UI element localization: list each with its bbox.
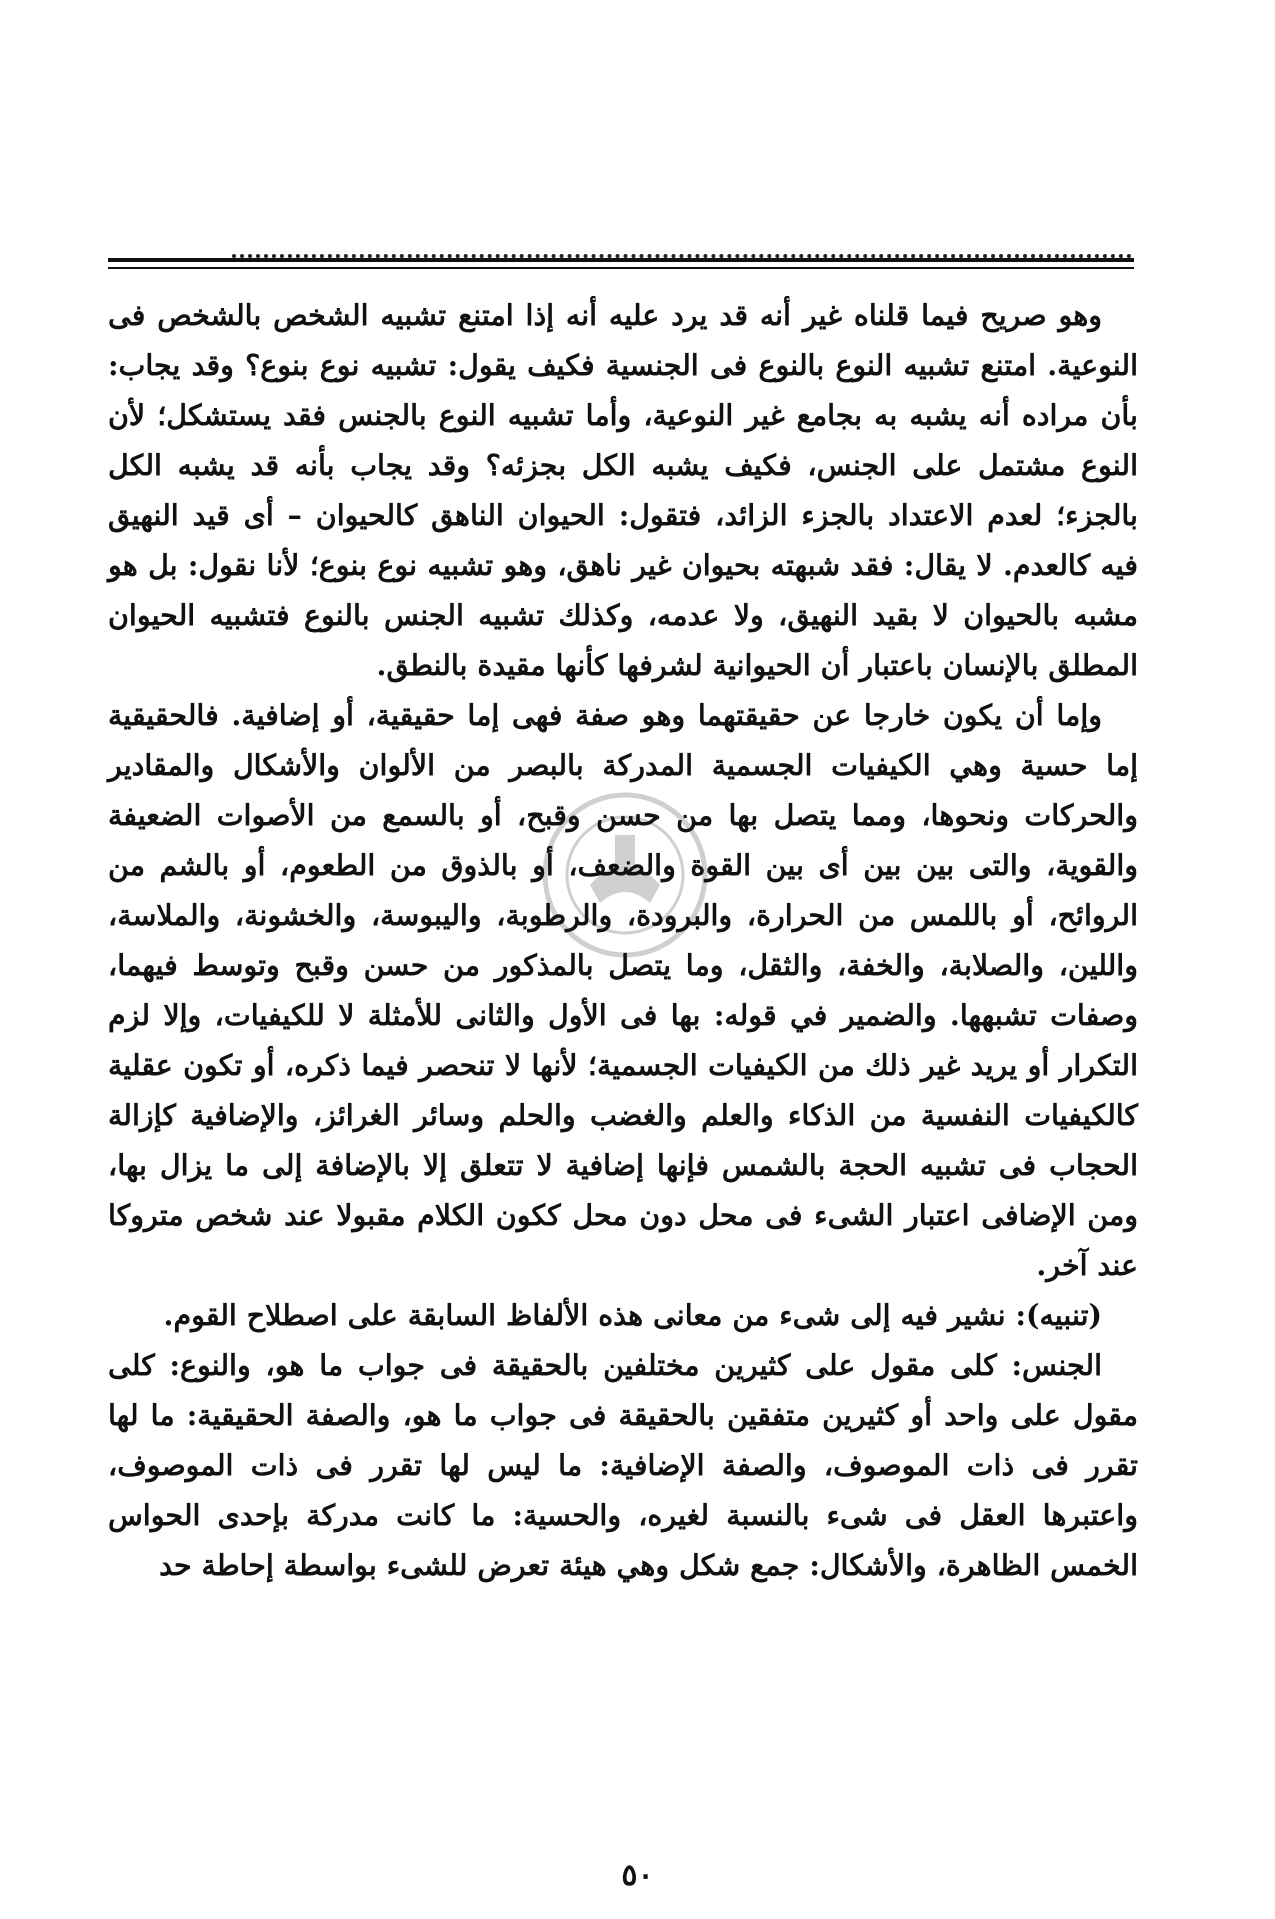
header-rule-thin: [108, 267, 1134, 269]
page-body-text: [108, 290, 1138, 1590]
header-dotted-line: [232, 244, 1132, 258]
paragraph-definitions: الجنس: كلى مقول على كثيرين مختلفين بالحقيقة فى جواب ما هو، والنوع: كلى مقول على واحد أو كثيرين متفقين بالحقيقة فى جواب ما هو، والصفة الحقيقية: ما لها تقرر فى ذات الموصوف، والصفة الإضافية: ما ليس لها تقرر فى ذات الموصوف، واعتبرها العقل فى شىء بالنسبة لغيره، والحسية: ما كانت مدركة بإحدى الحواس الخمس الظاهرة، والأشكال: جمع شكل وهي هيئة تعرض للشىء بواسطة إحاطة حد: [108, 1348, 1138, 1582]
page-number: ٥٠: [621, 1858, 654, 1893]
header-rule-thick: [108, 258, 1134, 262]
paragraph-1: وهو صريح فيما قلناه غير أنه قد يرد عليه أنه إذا امتنع تشبيه الشخص بالشخص فى النوعية. امتنع تشبيه النوع بالنوع فى الجنسية فكيف يقول: تشبيه نوع بنوع؟ وقد يجاب: بأن مراده أنه يشبه به بجامع غير النوعية، وأما تشبيه النوع بالجنس فقد يستشكل؛ لأن النوع مشتمل على الجنس، فكيف يشبه الكل بجزئه؟ وقد يجاب بأنه قد يشبه الكل بالجزء؛ لعدم الاعتداد بالجزء الزائد، فتقول: الحيوان الناهق كالحيوان – أى قيد النهيق فيه كالعدم. لا يقال: فقد شبهته بحيوان غير ناهق، وهو تشبيه نوع بنوع؛ لأنا نقول: بل هو مشبه بالحيوان لا بقيد النهيق، ولا عدمه، وكذلك تشبيه الجنس بالنوع فتشبيه الحيوان المطلق بالإنسان باعتبار أن الحيوانية لشرفها كأنها مقيدة بالنطق.: [108, 298, 1138, 682]
paragraph-tanbih: (تنبيه): نشير فيه إلى شىء من معانى هذه الألفاظ السابقة على اصطلاح القوم.: [163, 1298, 1102, 1332]
paragraph-2: وإما أن يكون خارجا عن حقيقتهما وهو صفة فهى إما حقيقية، أو إضافية. فالحقيقية إما حسية وهي الكيفيات الجسمية المدركة بالبصر من الألوان والأشكال والمقادير والحركات ونحوها، ومما يتصل بها من حسن وقبح، أو بالسمع من الأصوات الضعيفة والقوية، والتى بين بين أى بين القوة والضعف، أو بالذوق من الطعوم، أو بالشم من الروائح، أو باللمس من الحرارة، والبرودة، والرطوبة، واليبوسة، والخشونة، والملاسة، واللين، والصلابة، والخفة، والثقل، وما يتصل بالمذكور من حسن وقبح وتوسط فيهما، وصفات تشبهها. والضمير في قوله: بها فى الأول والثانى للأمثلة لا للكيفيات، وإلا لزم التكرار أو يريد غير ذلك من الكيفيات الجسمية؛ لأنها لا تنحصر فيما ذكره، أو تكون عقلية كالكيفيات النفسية من الذكاء والعلم والغضب والحلم وسائر الغرائز، والإضافية كإزالة الحجاب فى تشبيه الحجة بالشمس فإنها إضافية لا تتعلق إلا بالإضافة إلى ما يزال بها، ومن الإضافى اعتبار الشىء فى محل دون محل ككون الكلام مقبولا عند شخص متروكا عند آخر.: [108, 698, 1138, 1282]
